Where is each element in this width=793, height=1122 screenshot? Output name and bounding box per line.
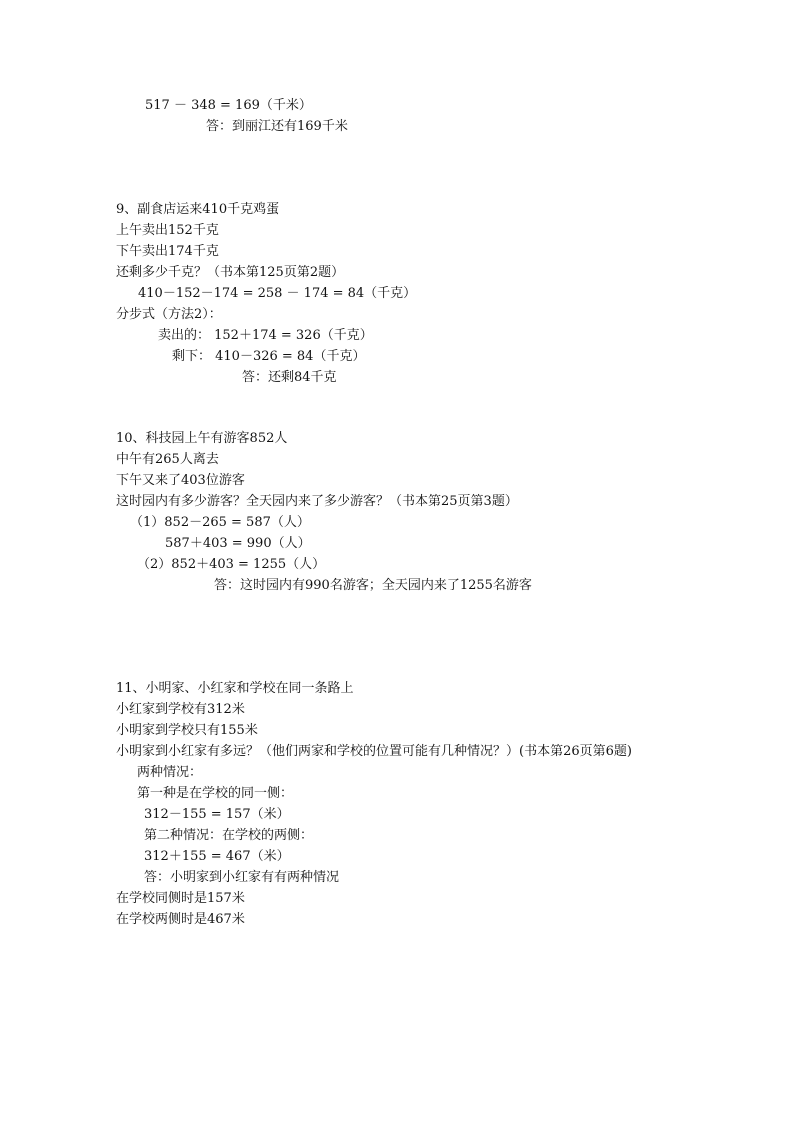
p9-left: 剩下： 410－326 = 84（千克） bbox=[172, 349, 366, 364]
p10-calc-2: （2）852＋403 = 1255（人） bbox=[137, 557, 326, 572]
p10-calc-1b: 587＋403 = 990（人） bbox=[165, 536, 311, 551]
p10-line-1: 中午有265人离去 bbox=[116, 452, 219, 467]
p11-calc-1: 312－155 = 157（米） bbox=[144, 807, 290, 822]
p11-case-1: 第一种是在学校的同一侧： bbox=[137, 786, 294, 801]
p11-title: 11、小明家、小红家和学校在同一条路上 bbox=[116, 681, 354, 696]
p10-line-2: 下午又来了403位游客 bbox=[116, 473, 245, 488]
p11-same-side: 在学校同侧时是157米 bbox=[116, 891, 245, 906]
p10-question: 这时园内有多少游客？全天园内来了多少游客？（书本第25页第3题） bbox=[116, 494, 518, 509]
p11-case-2: 第二种情况：在学校的两侧： bbox=[144, 828, 314, 843]
p11-calc-2: 312＋155 = 467（米） bbox=[144, 849, 290, 864]
p9-title: 9、副食店运来410千克鸡蛋 bbox=[116, 202, 280, 217]
p11-line-1: 小红家到学校有312米 bbox=[116, 702, 245, 717]
p10-answer: 答：这时园内有990名游客；全天园内来了1255名游客 bbox=[214, 578, 532, 593]
p10-calc-1a: （1）852－265 = 587（人） bbox=[130, 515, 310, 530]
p9-method-2: 分步式（方法2）： bbox=[116, 307, 222, 322]
p11-line-2: 小明家到学校只有155米 bbox=[116, 723, 258, 738]
p9-answer: 答：还剩84千克 bbox=[242, 370, 337, 385]
p11-cases: 两种情况： bbox=[137, 765, 203, 780]
p11-both-sides: 在学校两侧时是467米 bbox=[116, 912, 245, 927]
p9-sold: 卖出的： 152＋174 = 326（千克） bbox=[158, 328, 373, 343]
p9-line-1: 上午卖出152千克 bbox=[116, 223, 219, 238]
p9-question: 还剩多少千克？（书本第125页第2题） bbox=[116, 265, 345, 280]
p11-question: 小明家到小红家有多远？（他们两家和学校的位置可能有几种情况？）(书本第26页第6题) bbox=[116, 744, 632, 759]
p11-answer: 答：小明家到小红家有有两种情况 bbox=[144, 870, 340, 885]
p8-answer: 答：到丽江还有169千米 bbox=[206, 119, 348, 134]
p10-title: 10、科技园上午有游客852人 bbox=[116, 431, 288, 446]
p8-calc: 517 － 348 = 169（千米） bbox=[145, 98, 312, 113]
p9-line-2: 下午卖出174千克 bbox=[116, 244, 219, 259]
p9-calc: 410－152－174 = 258 － 174 = 84（千克） bbox=[138, 286, 417, 301]
